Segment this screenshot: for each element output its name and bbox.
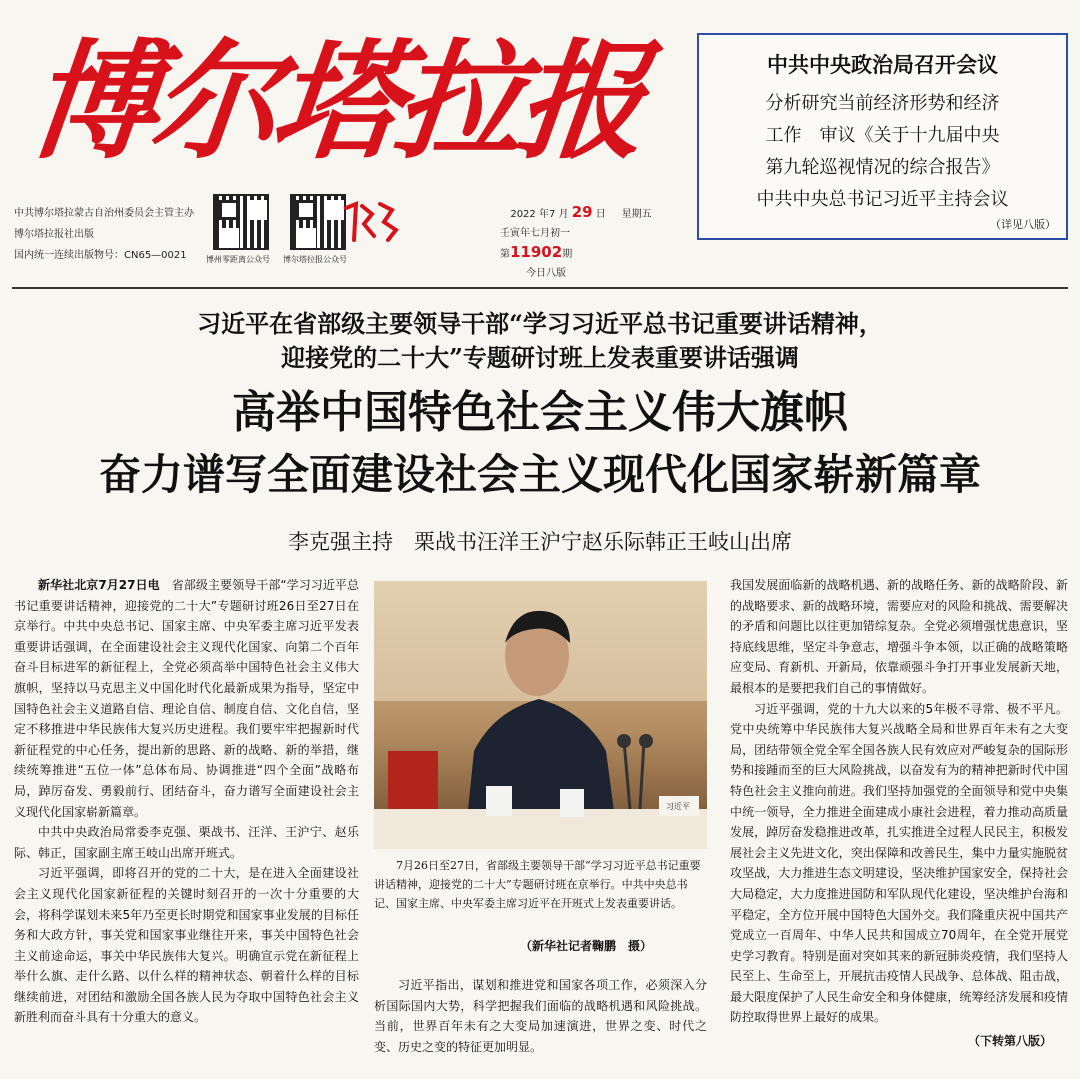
date-day: 29 bbox=[571, 203, 593, 221]
masthead-divider bbox=[12, 287, 1068, 289]
subheadline: 李克强主持 栗战书汪洋王沪宁赵乐际韩正王岐山出席 bbox=[288, 530, 792, 554]
continued-on-page-link[interactable]: （下转第八版） bbox=[968, 1034, 1053, 1048]
issue-number: 11902 bbox=[510, 243, 563, 261]
qr-label-1: 博州零距离公众号 bbox=[206, 255, 270, 264]
publisher-line: 博尔塔拉报社出版 bbox=[14, 229, 94, 240]
box-title: 中共中央政治局召开会议 bbox=[767, 53, 998, 77]
qr-code-2[interactable] bbox=[290, 194, 346, 250]
newspaper-title: 博尔塔拉报 bbox=[22, 27, 648, 177]
paragraph: 省部级主要领导干部“学习习近平总书记重要讲话精神，迎接党的二十大”专题研讨班26日至27日在京举行。中共中央总书记、国家主席、中央军委主席习近平发表重要讲话强调，在全面建设社会主义现代化国家、向第二个百年奋斗目标进军的新征程上，全党必须高举中国特色社会主义伟大旗帜，坚持以马克思主义中国化时代化最新成果为指导，坚定中国特色社会主义道路自信、理论自信、制度自信、文化自信，坚定不移推进中华民族伟大复兴历史进程。我们要牢牢把握新时代新征程党的中心任务，提出新的思路、新的战略、新的举措，继续统筹推进“五位一体”总体布局、协调推进“四个全面”战略布局，踔厉奋发、勇毅前行、团结奋斗，奋力谱写全面建设社会主义现代化国家崭新篇章。 bbox=[14, 578, 359, 819]
photo-caption: 7月26日至27日，省部级主要领导干部“学习习近平总书记重要讲话精神，迎接党的二十大”专题研讨班在京举行。中共中央总书记、国家主席、中央军委主席习近平在开班式上发表重要讲话。 bbox=[374, 859, 701, 910]
box-line: 分析研究当前经济形势和经济 bbox=[765, 93, 1000, 114]
qr-code-icon bbox=[213, 194, 269, 250]
page-count: 今日八版 bbox=[526, 268, 566, 279]
date-year-month: 2022 年7 月 bbox=[510, 209, 569, 220]
publisher-info bbox=[14, 203, 194, 266]
qr-label-2: 博尔塔拉报公众号 bbox=[283, 255, 347, 264]
box-line: 第九轮巡视情况的综合报告》 bbox=[765, 157, 1000, 178]
masthead-logo bbox=[22, 10, 650, 195]
publisher-line: 中共博尔塔拉蒙古自治州委员会主管主办 bbox=[14, 208, 194, 219]
news-photo bbox=[374, 581, 707, 849]
nameplate: 习近平 bbox=[666, 802, 690, 811]
paragraph: 我国发展面临新的战略机遇、新的战略任务、新的战略阶段、新的战略要求、新的战略环境，需要应对的风险和挑战、需要解决的矛盾和问题比以往更加错综复杂。全党必须增强忧患意识，坚持底线思维，坚定斗争意志，增强斗争本领，以正确的战略策略应变局、育新机、开新局，依靠顽强斗争打开事业发展新天地，最根本的是要把我们自己的事情做好。 bbox=[730, 578, 1068, 695]
main-headline-2: 奋力谱写全面建设社会主义现代化国家崭新篇章 bbox=[98, 450, 981, 499]
paragraph: 中共中央政治局常委李克强、栗战书、汪洋、王沪宁、赵乐际、韩正，国家副主席王岐山出席开班式。 bbox=[14, 825, 359, 860]
paragraph: 习近平指出，谋划和推进党和国家各项工作，必须深入分析国际国内大势，科学把握我们面临的战略机遇和风险挑战。当前，世界百年未有之大变局加速演进，世界之变、时代之变、历史之变的特征更加明显。 bbox=[374, 978, 707, 1054]
photo-credit: （新华社记者鞠鹏 摄） bbox=[520, 939, 653, 953]
main-headline-1: 高举中国特色社会主义伟大旗帜 bbox=[232, 387, 848, 438]
date-weekday: 星期五 bbox=[621, 209, 652, 220]
date-day-suffix: 日 bbox=[595, 209, 606, 220]
headline-box[interactable] bbox=[697, 33, 1068, 240]
box-line: 中共中央总书记习近平主持会议 bbox=[756, 189, 1009, 210]
publisher-line: 国内统一连续出版物号：CN65—0021 bbox=[14, 250, 187, 261]
paragraph: 习近平强调，党的十九大以来的5年极不寻常、极不平凡。党中央统筹中华民族伟大复兴战略全局和世界百年未有之大变局，团结带领全党全军全国各族人民有效应对严峻复杂的国际形势和接踵而至的巨大风险挑战，以奋发有为的精神把新时代中国特色社会主义推向前进。我们坚持加强党的全面领导和党中央集中统一领导，全力推进全面建成小康社会进程，着力推动高质量发展，踔厉奋发稳推进改革，扎实推进全过程人民民主，积极发展社会主义先进文化，突出保障和改善民生，集中力量实施脱贫攻坚战，大力推进生态文明建设，坚决维护国家安全，保持社会大局稳定，大力度推进国防和军队现代化建设，坚决维护台海和平稳定，全方位开展中国特色大国外交。我们隆重庆祝中国共产党成立一百周年、中华人民共和国成立70周年，在全党开展党史学习教育。特别是面对突如其来的新冠肺炎疫情，我们坚持人民至上、生命至上，开展抗击疫情人民战争、总体战、阻击战，最大限度保护了人民生命安全和身体健康，统筹经济发展和疫情防控取得世界上最好的成果。 bbox=[730, 701, 1068, 1025]
kicker-line-2: 迎接党的二十大”专题研讨班上发表重要讲话强调 bbox=[281, 343, 799, 372]
article-column-1 bbox=[14, 575, 359, 1028]
box-see-page-note: （详见八版） bbox=[990, 218, 1056, 231]
qr-code-icon bbox=[290, 194, 346, 250]
issue-prefix: 第 bbox=[500, 249, 510, 260]
box-line: 工作 审议《关于十九届中央 bbox=[765, 125, 1000, 146]
issue-date-block bbox=[496, 203, 666, 283]
article-column-2 bbox=[374, 975, 707, 1057]
dateline: 新华社北京7月27日电 bbox=[38, 578, 160, 592]
kicker-line-1: 习近平在省部级主要领导干部“学习习近平总书记重要讲话精神， bbox=[197, 309, 883, 338]
lunar-date: 壬寅年七月初一 bbox=[500, 228, 570, 239]
paragraph: 习近平强调，即将召开的党的二十大，是在进入全面建设社会主义现代化国家新征程的关键时刻召开的一次十分重要的大会，将科学谋划未来5年乃至更长时期党和国家事业发展的目标任务和大政方针，事关党和国家事业继往开来，事关中国特色社会主义前途命运，事关中华民族伟大复兴。明确宣示党在新征程上举什么旗、走什么路、以什么样的精神状态、朝着什么样的目标继续前进，对团结和激励全国各族人民为夺取中国特色社会主义新胜利而奋斗具有十分重大的意义。 bbox=[14, 866, 359, 1025]
article-column-3 bbox=[730, 575, 1068, 1035]
issue-suffix: 期 bbox=[562, 249, 573, 260]
qr-code-1[interactable] bbox=[213, 194, 269, 250]
mongolian-title-icon bbox=[342, 200, 394, 250]
